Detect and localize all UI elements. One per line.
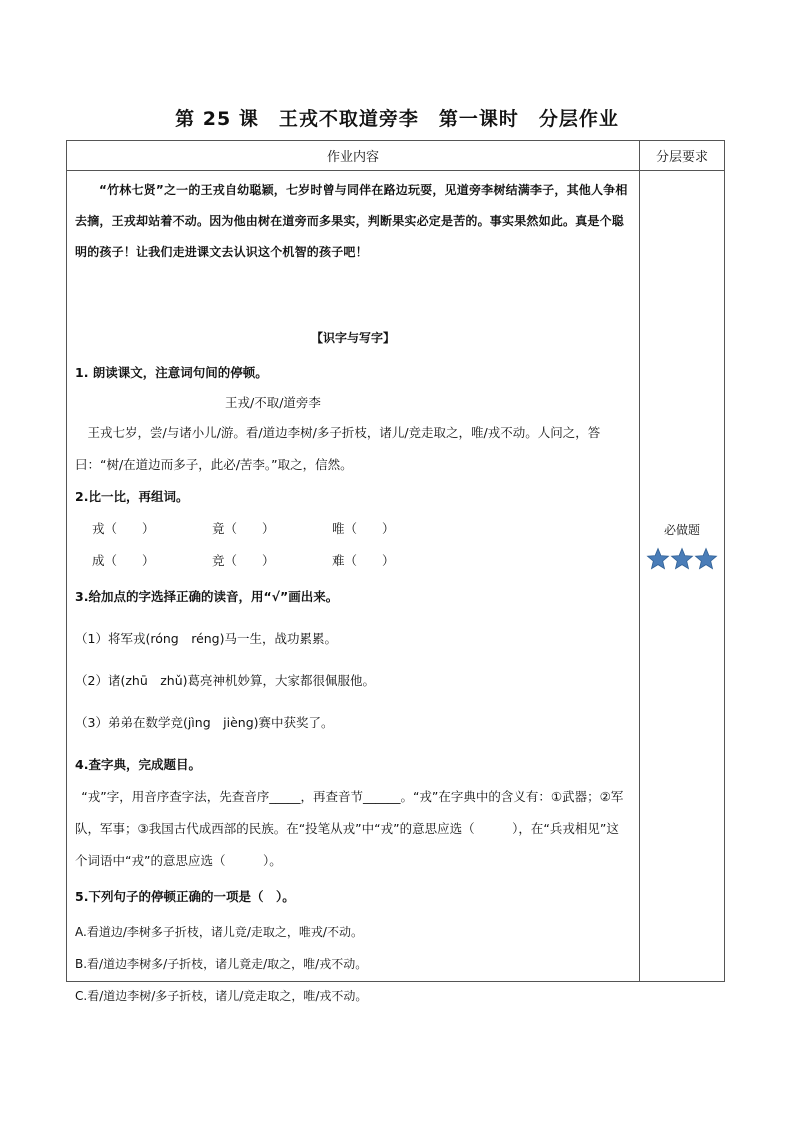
q1-stem: 1. 朗读课文，注意词句间的停顿。 (75, 365, 268, 380)
q5-option: A.看道边/李树多子折枝，诸儿竞/走取之，唯戎/不动。 (75, 925, 363, 939)
star-rating (640, 547, 724, 575)
star-icon (694, 547, 718, 571)
q5-stem: 5.下列句子的停顿正确的一项是（ ）。 (75, 889, 295, 904)
star-icon (646, 547, 670, 571)
q2-stem: 2.比一比，再组词。 (75, 489, 189, 504)
q2-row1 (92, 519, 452, 537)
q5-option: B.看/道边李树多/子折枝，诸儿竟走/取之，唯/戎不动。 (75, 957, 368, 971)
q2-row2 (92, 551, 452, 569)
q3-stem: 3.给加点的字选择正确的读音，用“√”画出来。 (75, 589, 339, 604)
homework-table (66, 140, 725, 1003)
q4-stem: 4.查字典，完成题目。 (75, 757, 201, 772)
q1-line1: 王戎/不取/道旁李 (225, 395, 321, 410)
q2-word: 唯（ ） (332, 521, 395, 536)
page-title: 第 25 课 王戎不取道旁李 第一课时 分层作业 (175, 108, 619, 130)
header-content: 作业内容 (67, 141, 640, 171)
q3-item: （1）将军戎(róng réng)马一生，战功累累。 (75, 631, 337, 646)
star-icon (670, 547, 694, 571)
q5-option: C.看/道边李树/多子折枝，诸儿/竞走取之，唯/戎不动。 (75, 989, 368, 1003)
q2-word: 竟（ ） (212, 521, 275, 536)
q3-item: （3）弟弟在数学竞(jìng jièng)赛中获奖了。 (75, 715, 334, 730)
content-cell (67, 171, 640, 1003)
q2-word: 竞（ ） (212, 553, 275, 568)
q3-item: （2）诸(zhū zhǔ)葛亮神机妙算，大家都很佩服他。 (75, 673, 376, 688)
requirement-label: 必做题 (663, 523, 700, 537)
q2-word: 难（ ） (332, 553, 395, 568)
intro-paragraph: “竹林七贤”之一的王戎自幼聪颖，七岁时曾与同伴在路边玩耍，见道旁李树结满李子，其他人争相去摘，王戎却站着不动。因为他由树在道旁而多果实，判断果实必定是苦的。事实果然如此。真是个聪明的孩子！让我们走进课文去认识这个机智的孩子吧！ (75, 183, 628, 259)
q2-word: 成（ ） (92, 553, 155, 568)
q4-text: “戎”字，用音序查字法，先查音序_____，再查音节______。“戎”在字典中的含义有：①武器；②军队，军事；③我国古代成西部的民族。在“投笔从戎”中“戎”的意思应选（ ），在“兵戎相见”这个词语中“戎”的意思应选（ ）。 (75, 789, 624, 868)
q1-passage: 王戎七岁，尝/与诸小儿/游。看/道边李树/多子折枝，诸儿/竞走取之，唯/戎不动。人问之，答曰：“树/在道边而多子，此必/苦李。”取之，信然。 (75, 425, 601, 472)
q2-word: 戎（ ） (92, 521, 155, 536)
header-requirement: 分层要求 (640, 141, 725, 171)
requirement-cell (640, 171, 725, 982)
section-title: 【识字与写字】 (310, 331, 395, 345)
